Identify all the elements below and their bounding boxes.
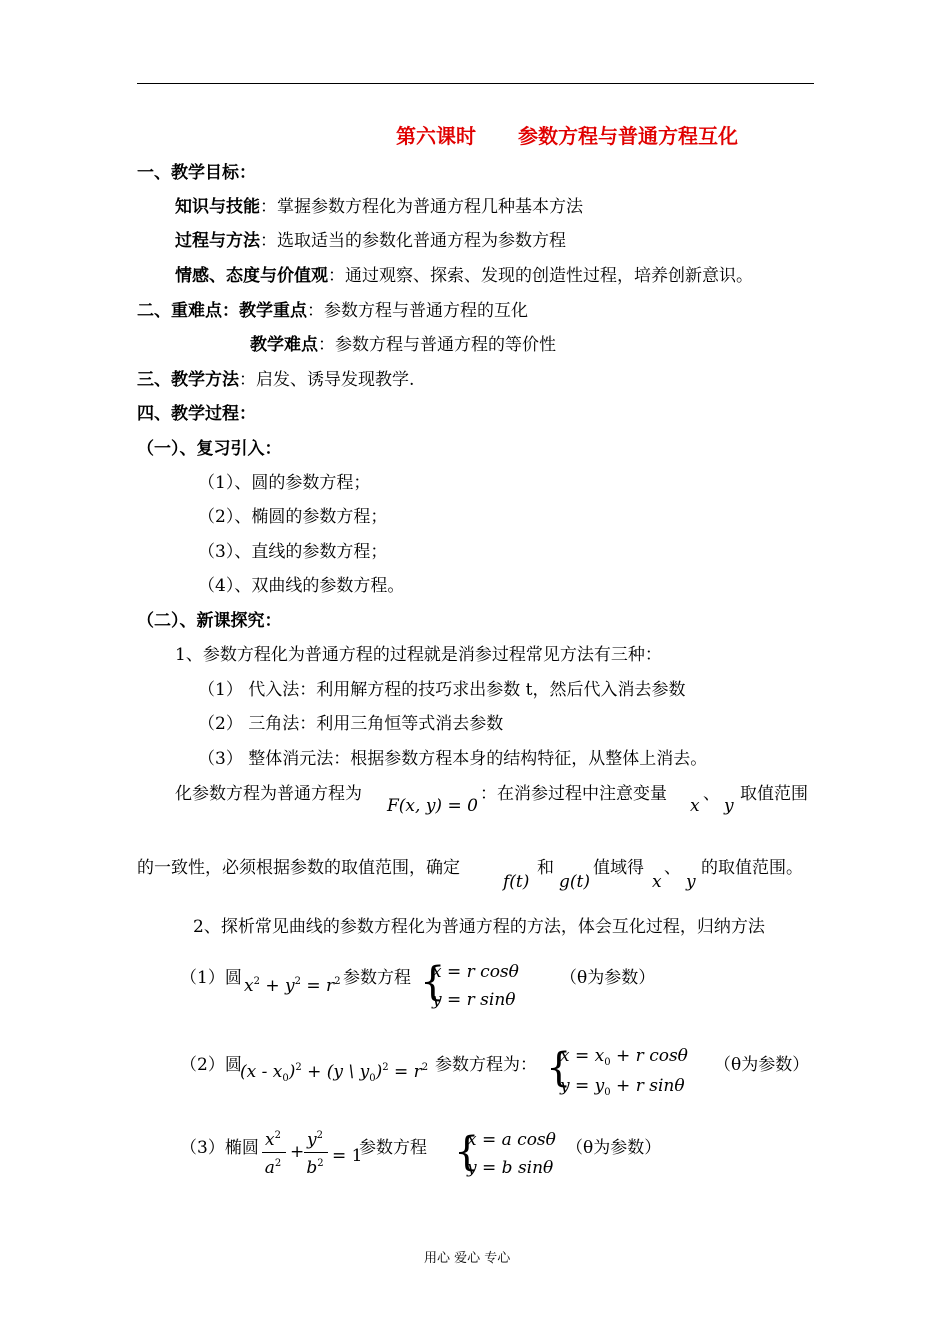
note-line-2a: 的一致性，必须根据参数的取值范围，确定 [137,858,460,878]
ex2-prefix: （2）圆 [180,1055,242,1075]
title-lesson: 第六课时 [396,124,476,148]
review-item: （1）、圆的参数方程； [198,473,371,493]
key-points-heading: 二、重难点： [137,301,239,321]
ex3-prefix: （3）椭圆 [180,1138,259,1158]
note-var-x2: x [652,872,662,892]
key-difficulty-label: 教学难点 [250,335,318,355]
goal-attitude-label: 情感、态度与价值观 [175,266,328,286]
paragraph-1: 1、参数方程化为普通方程的过程就是消参过程常见方法有三种： [175,645,662,665]
review-item: （2）、椭圆的参数方程； [198,507,388,527]
goal-knowledge-text: ：掌握参数方程化为普通方程几种基本方法 [260,197,583,217]
note-and: 和 [537,858,554,878]
teaching-method-label: 三、教学方法 [137,370,239,390]
ex1-system-line1: x = r cosθ [432,962,519,982]
ex2-circle-equation: $(x - x_0)^2 + (y$ \ $y_0)^2 = r^2$ [240,1062,429,1084]
ex3-frac1-num: $x^2$ [265,1130,281,1150]
note-var-y2: y [686,872,696,892]
ex2-mid: 参数方程为： [435,1055,537,1075]
ex2-system-line2: $y = y_0 + r$ sinθ [560,1076,685,1098]
part-review-heading: （一）、复习引入： [137,439,282,459]
note-line-2b: 值域得 [593,858,644,878]
section-process-heading: 四、教学过程： [137,404,256,424]
review-item: （3）、直线的参数方程； [198,542,388,562]
ex3-mid: 参数方程 [359,1138,427,1158]
note-line-1c: 取值范围 [740,784,808,804]
paragraph-2: 2、探析常见曲线的参数方程化为普通方程的方法，体会互化过程，归纳方法 [193,917,765,937]
goal-attitude [175,266,753,286]
title-topic: 参数方程与普通方程互化 [518,124,738,148]
review-item: （4）、双曲线的参数方程。 [198,576,405,596]
ex3-param-note: （θ为参数） [566,1138,662,1158]
note-var-y: y [724,796,734,816]
note-equation: F(x, y) = 0 [387,796,478,816]
method-whole: （3） 整体消元法：根据参数方程本身的结构特征，从整体上消去。 [198,749,708,769]
note-ft: f(t) [503,872,530,892]
ex1-circle-equation: $x^2 + y^2 = r^2$ [244,976,341,996]
note-separator: 、 [703,784,720,804]
ex3-frac1-den: $a^2$ [264,1158,282,1178]
note-gt: g(t) [559,872,590,892]
ex3-frac1-bar [262,1152,286,1153]
ex3-system-line2: y = b sinθ [467,1158,554,1178]
goal-process-label: 过程与方法 [175,231,260,251]
goal-process-text: ：选取适当的参数化普通方程为参数方程 [260,231,566,251]
ex1-brace: { [420,959,446,1005]
key-focus-text: ：参数方程与普通方程的互化 [307,301,528,321]
goal-knowledge-label: 知识与技能 [175,197,260,217]
ex2-system-line1: $x = x_0 + r$ cosθ [560,1046,688,1068]
ex1-mid: 参数方程 [343,968,411,988]
goal-process [175,231,566,251]
page-title [396,126,738,146]
key-difficulty-text: ：参数方程与普通方程的等价性 [318,335,556,355]
note-var-x: x [690,796,700,816]
header-rule [137,83,814,84]
goal-attitude-text: ：通过观察、探索、发现的创造性过程，培养创新意识。 [328,266,753,286]
teaching-method-text: ：启发、诱导发现教学. [239,370,415,390]
ex3-system-line1: x = a cosθ [467,1130,556,1150]
ex3-frac2-den: $b^2$ [306,1158,324,1178]
goal-knowledge [175,197,583,217]
key-difficulty [250,335,556,355]
ex1-prefix: （1）圆 [180,968,242,988]
ex3-frac2-bar [304,1152,328,1153]
ex2-param-note: （θ为参数） [714,1055,810,1075]
method-substitution: （1） 代入法：利用解方程的技巧求出参数 t，然后代入消去参数 [198,680,686,700]
note-line-1a: 化参数方程为普通方程为 [175,784,362,804]
note-line-2c: 的取值范围。 [701,858,803,878]
page-footer: 用心 爱心 专心 [424,1251,511,1266]
ex3-brace: { [454,1129,480,1175]
teaching-method [137,370,414,390]
key-points [137,301,528,321]
method-trig: （2） 三角法：利用三角恒等式消去参数 [198,714,504,734]
note-separator-2: 、 [664,858,681,878]
ex3-plus: + [290,1142,305,1162]
part-new-heading: （二）、新课探究： [137,611,282,631]
key-focus-label: 教学重点 [239,301,307,321]
ex2-brace: { [546,1045,572,1091]
ex1-system-line2: y = r sinθ [432,990,516,1010]
note-line-1b: ：在消参过程中注意变量 [480,784,667,804]
ex1-param-note: （θ为参数） [560,968,656,988]
section-goals-heading: 一、教学目标： [137,163,256,183]
ex3-frac2-num: $y^2$ [307,1130,323,1150]
ex3-equals-one: = 1 [332,1146,363,1166]
